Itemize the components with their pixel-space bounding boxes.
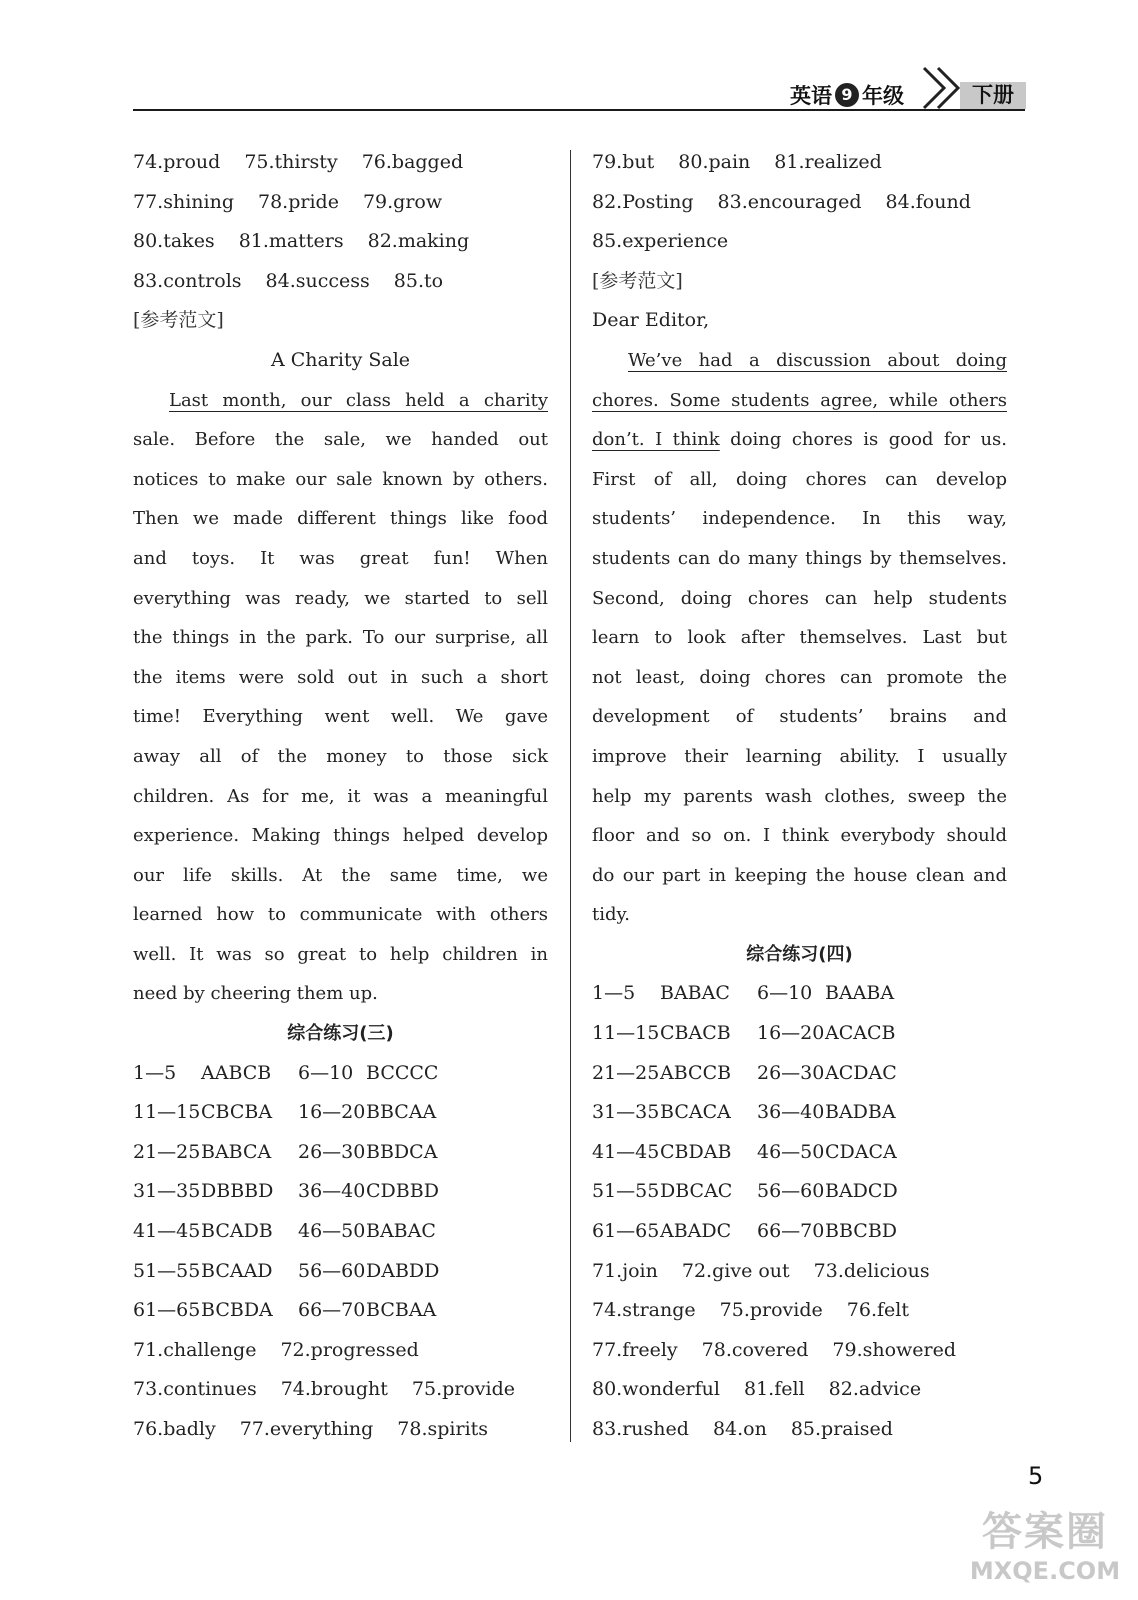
letter-line: improve their learning ability. I usually bbox=[592, 745, 1007, 767]
letter-line: students’ independence. In this way, bbox=[592, 508, 1007, 530]
letter-line: help my parents wash clothes, sweep the bbox=[592, 785, 1007, 807]
essay-line: well. It was so great to help children in bbox=[133, 943, 548, 965]
letter-line: students can do many things by themselves. bbox=[592, 547, 1007, 569]
mc-row: 61—65 BCBDA 66—70 BCBAA bbox=[133, 1299, 437, 1322]
essay-line: notices to make our sale known by others. bbox=[133, 468, 548, 490]
watermark bbox=[960, 1500, 1130, 1596]
watermark-url: MXQE.COM bbox=[969, 1557, 1121, 1585]
essay-line: Last month, our class held a charity bbox=[169, 389, 548, 411]
answer-row: 85.experience bbox=[592, 230, 729, 253]
left-column bbox=[133, 143, 548, 1450]
mc-answer-grid bbox=[592, 974, 1007, 1251]
watermark-logo-text: 答案圈 bbox=[982, 1509, 1108, 1555]
answer-row: 80.wonderful 81.fell 82.advice bbox=[592, 1378, 922, 1401]
essay-line: time! Everything went well. We gave bbox=[133, 706, 548, 728]
letter-line: First of all, doing chores can develop bbox=[592, 468, 1007, 490]
essay-body bbox=[133, 381, 548, 1015]
essay-line: away all of the money to those sick bbox=[133, 745, 548, 767]
volume-tab: 下册 bbox=[960, 82, 1026, 109]
letter-line: Second, doing chores can help students bbox=[592, 587, 1007, 609]
answer-row: 77.freely 78.covered 79.showered bbox=[592, 1338, 957, 1361]
section-title: 综合练习(三) bbox=[287, 1023, 394, 1045]
letter-line: learn to look after themselves. Last but bbox=[592, 627, 1007, 649]
grade-number-badge: 9 bbox=[835, 83, 859, 107]
letter-line: do our part in keeping the house clean and bbox=[592, 864, 1007, 886]
header-rule bbox=[133, 109, 1025, 111]
mc-row: 61—65 ABADC 66—70 BBCBD bbox=[592, 1220, 898, 1243]
answer-row: 76.badly 77.everything 78.spirits bbox=[133, 1418, 489, 1440]
essay-title: A Charity Sale bbox=[270, 348, 411, 371]
mc-row: 51—55 DBCAC 56—60 BADCD bbox=[592, 1180, 898, 1203]
mc-row: 1—5 BABAC 6—10 BAABA bbox=[592, 982, 895, 1005]
column-divider bbox=[570, 150, 571, 1442]
mc-row: 41—45 CBDAB 46—50 CDACA bbox=[592, 1140, 897, 1163]
essay-line: need by cheering them up. bbox=[133, 983, 378, 1005]
letter-line: not least, doing chores can promote the bbox=[592, 666, 1007, 688]
essay-line: our life skills. At the same time, we bbox=[133, 864, 548, 886]
answer-row: 79.but 80.pain 81.realized bbox=[592, 151, 882, 173]
reference-label: [参考范文] bbox=[133, 309, 224, 332]
header-subject-grade bbox=[790, 80, 904, 110]
letter-line: We’ve had a discussion about doing bbox=[628, 349, 1007, 371]
mc-row: 11—15 CBCBA 16—20 BBCAA bbox=[133, 1101, 437, 1124]
mc-row: 51—55 BCAAD 56—60 DABDD bbox=[133, 1259, 440, 1282]
letter-line: don’t. I think doing chores is good for us. bbox=[592, 429, 1008, 451]
reference-label: [参考范文] bbox=[592, 269, 683, 292]
answer-row: 83.rushed 84.on 85.praised bbox=[592, 1418, 893, 1440]
mc-row: 31—35 DBBBD 36—40 CDBBD bbox=[133, 1180, 439, 1203]
essay-line: the things in the park. To our surprise, all bbox=[133, 627, 548, 649]
letter-line: chores. Some students agree, while others bbox=[592, 389, 1007, 411]
mc-row: 41—45 BCADB 46—50 BABAC bbox=[133, 1220, 436, 1243]
letter-body bbox=[592, 341, 1007, 935]
mc-row: 1—5 AABCB 6—10 BCCCC bbox=[133, 1061, 439, 1084]
mc-row: 21—25 ABCCB 26—30 ACDAC bbox=[592, 1061, 897, 1084]
mc-row: 31—35 BCACA 36—40 BADBA bbox=[592, 1101, 896, 1124]
section-title: 综合练习(四) bbox=[746, 943, 853, 965]
answer-row: 71.challenge 72.progressed bbox=[133, 1338, 419, 1361]
subject-label: 英语 bbox=[790, 84, 832, 108]
letter-line: floor and so on. I think everybody should bbox=[592, 825, 1007, 847]
essay-line: and toys. It was great fun! When bbox=[133, 547, 548, 569]
essay-line: learned how to communicate with others bbox=[133, 904, 548, 926]
essay-line: sale. Before the sale, we handed out bbox=[133, 429, 548, 451]
answer-row: 74.proud 75.thirsty 76.bagged bbox=[133, 151, 464, 173]
essay-line: everything was ready, we started to sell bbox=[133, 587, 548, 609]
essay-line: Then we made different things like food bbox=[133, 508, 548, 530]
grade-label: 年级 bbox=[862, 84, 904, 108]
letter-line: tidy. bbox=[592, 904, 631, 926]
mc-row: 21—25 BABCA 26—30 BBDCA bbox=[133, 1140, 438, 1163]
answer-row: 83.controls 84.success 85.to bbox=[133, 269, 444, 292]
answer-row: 73.continues 74.brought 75.provide bbox=[133, 1378, 516, 1401]
mc-answer-grid bbox=[133, 1054, 548, 1331]
right-column bbox=[592, 143, 1007, 1450]
letter-line: development of students’ brains and bbox=[592, 706, 1007, 728]
answer-row: 80.takes 81.matters 82.making bbox=[133, 230, 470, 253]
page-number: 5 bbox=[1028, 1462, 1044, 1490]
essay-line: the items were sold out in such a short bbox=[133, 666, 548, 688]
mc-row: 11—15 CBACB 16—20 ACACB bbox=[592, 1022, 896, 1045]
answer-row: 71.join 72.give out 73.delicious bbox=[592, 1259, 930, 1282]
essay-line: children. As for me, it was a meaningful bbox=[133, 785, 548, 807]
letter-salutation: Dear Editor, bbox=[592, 309, 710, 332]
answer-row: 74.strange 75.provide 76.felt bbox=[592, 1299, 909, 1322]
answer-row: 82.Posting 83.encouraged 84.found bbox=[592, 190, 971, 213]
essay-line: experience. Making things helped develop bbox=[133, 825, 548, 847]
answer-row: 77.shining 78.pride 79.grow bbox=[133, 190, 443, 213]
